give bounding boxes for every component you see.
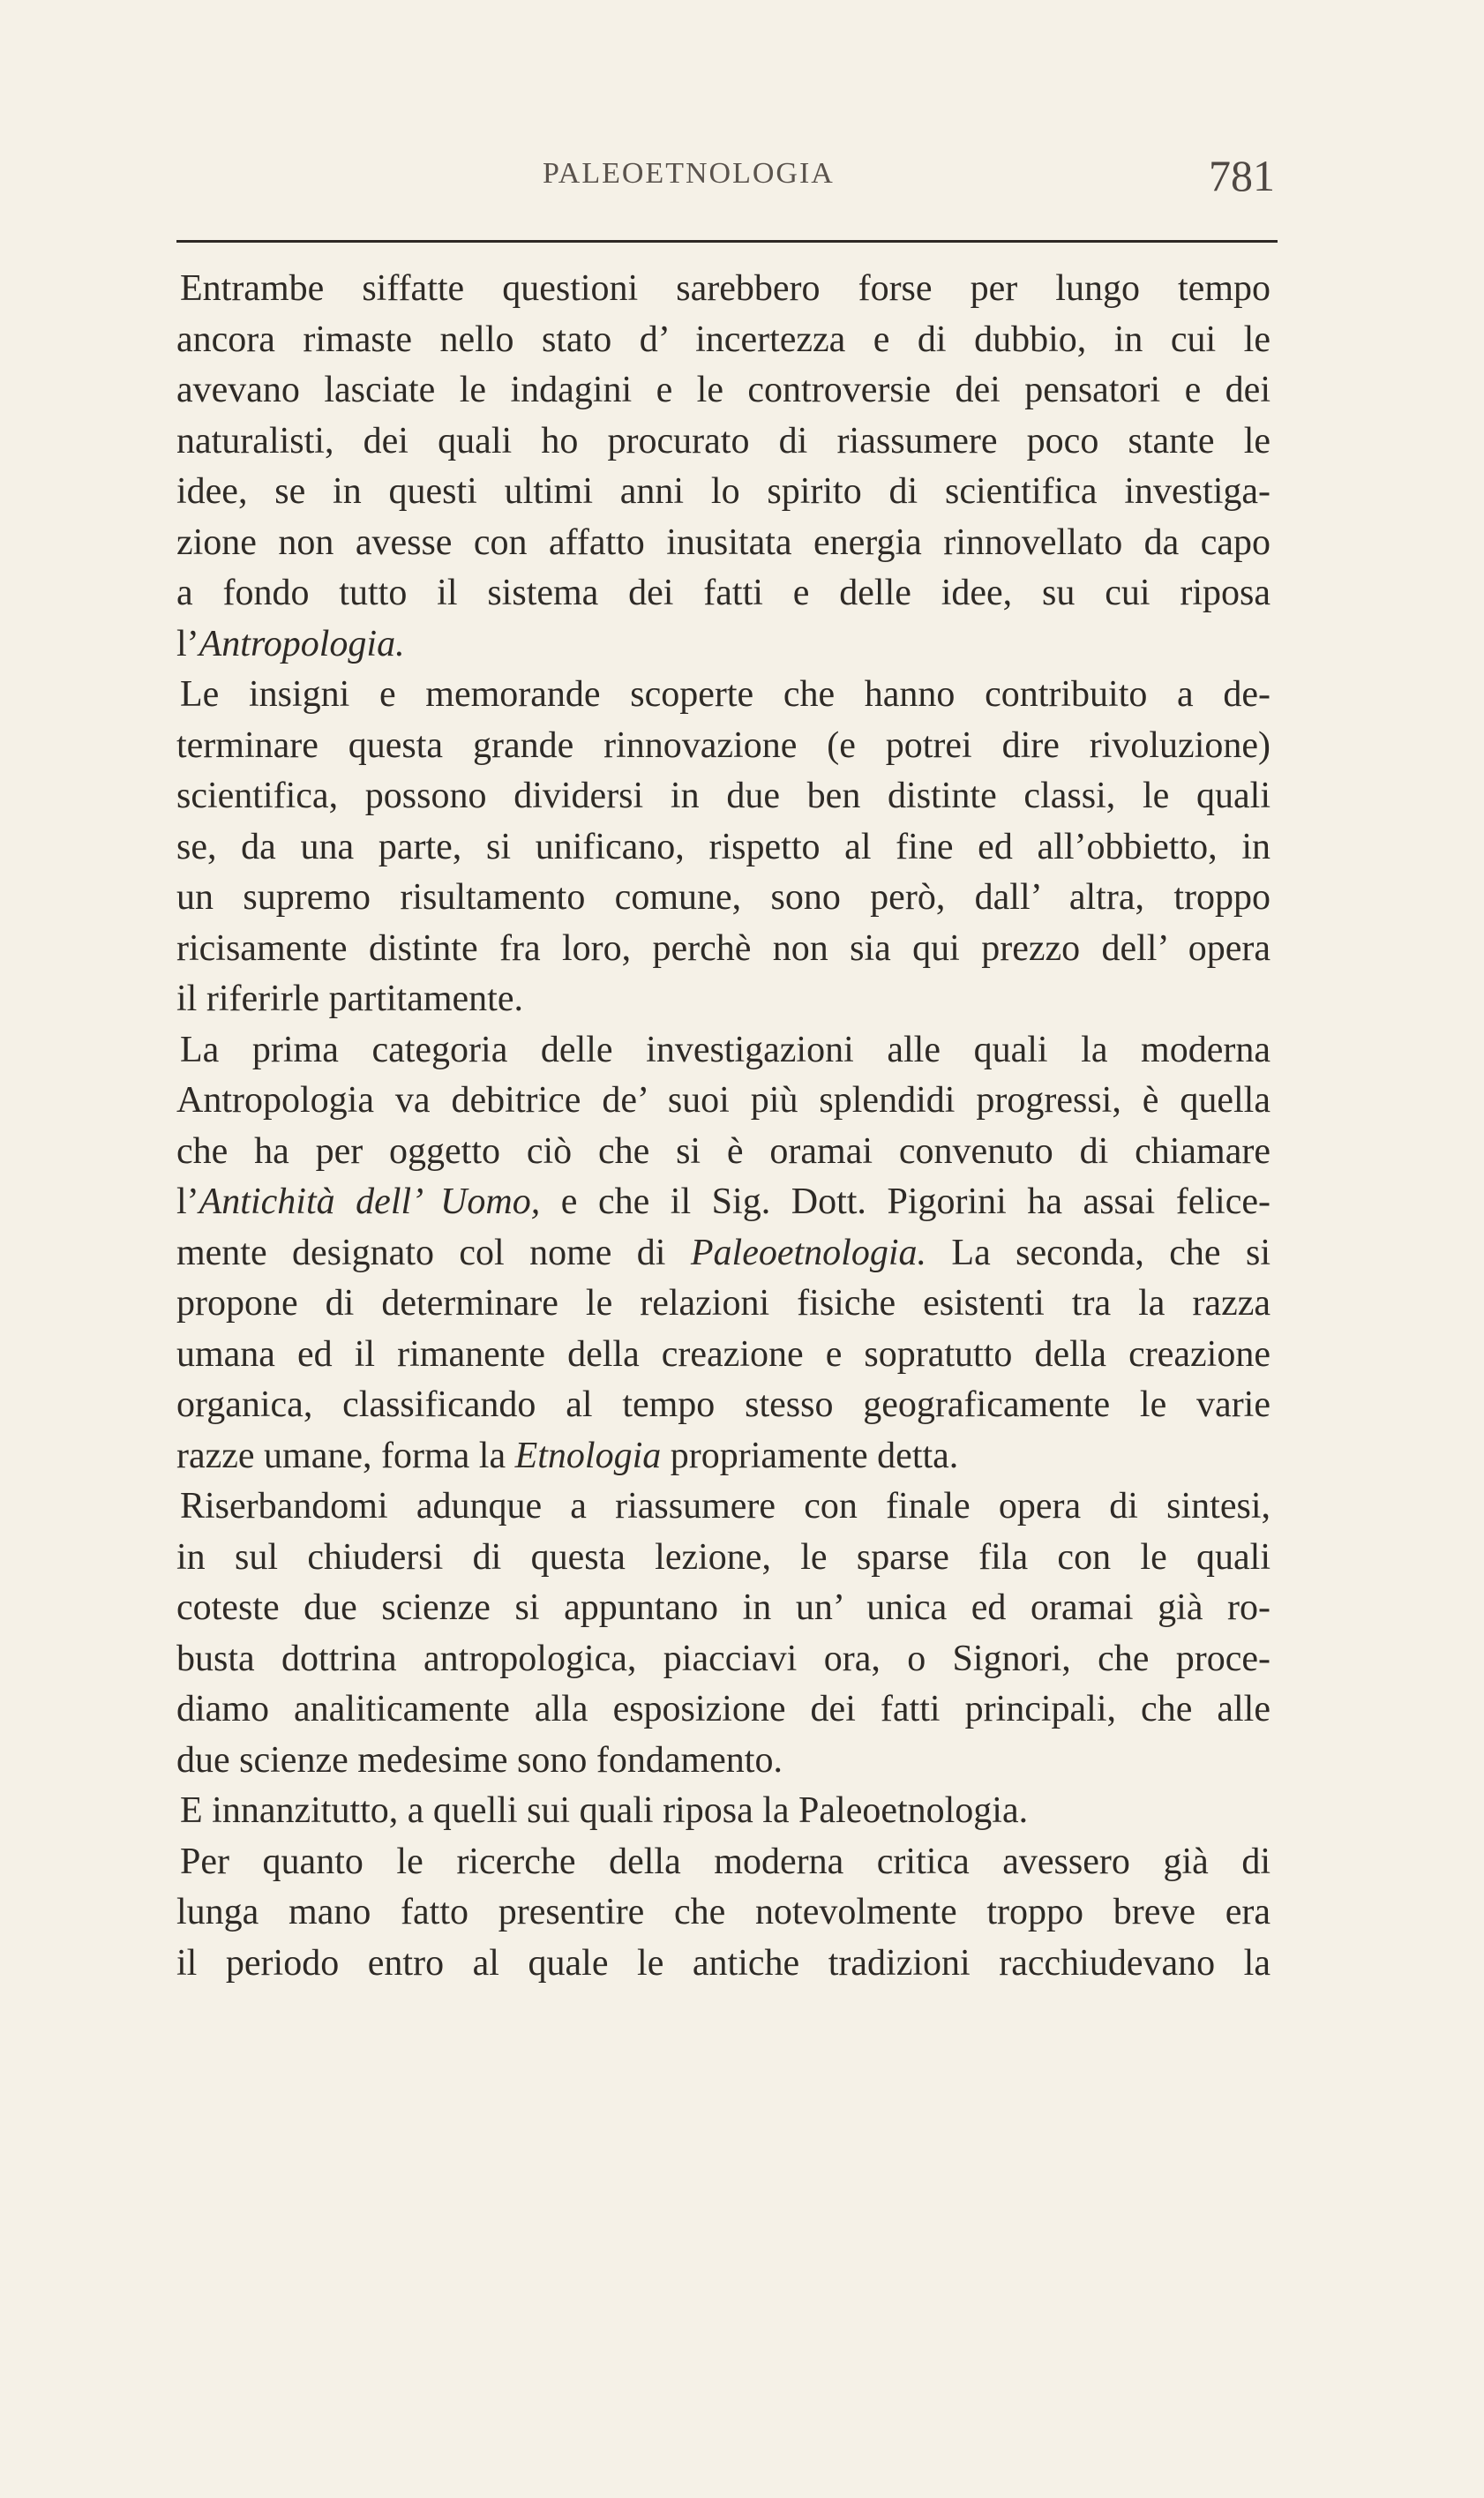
text-segment: La prima categoria delle investigazioni alle quali la moderna [180, 1029, 1270, 1070]
text-segment: terminare questa grande rinnovazione (e potrei dire rivoluzione) [176, 724, 1270, 766]
text-segment: propone di determinare le relazioni fisiche esistenti tra la razza [176, 1283, 1270, 1324]
text-segment: umana ed il rimanente della creazione e sopratutto della creazione [176, 1333, 1270, 1375]
text-segment: mente designato col nome di [176, 1232, 691, 1273]
text-segment: il riferirle partitamente. [176, 979, 523, 1019]
text-segment: il periodo entro al quale le antiche tradizioni racchiudevano la [176, 1942, 1270, 1984]
text-line [176, 1228, 1270, 1279]
text-segment: lunga mano fatto presentire che notevolmente troppo breve era [176, 1892, 1270, 1932]
text-segment: Entrambe siffatte questioni sarebbero forse per lungo tempo [180, 268, 1270, 309]
italic-text-segment: Paleoetnologia. [690, 1232, 927, 1273]
text-line [176, 1684, 1270, 1736]
header-rule [176, 240, 1278, 243]
text-segment: diamo analiticamente alla esposizione dei fatti principali, che alle [176, 1689, 1270, 1729]
text-segment: razze umane, forma la [176, 1435, 515, 1476]
text-line [176, 1583, 1270, 1634]
text-segment: Per quanto le ricerche della moderna critica avessero già di [180, 1841, 1270, 1882]
page-header [176, 151, 1275, 219]
text-line [176, 467, 1270, 518]
text-line [176, 1887, 1270, 1939]
text-segment: e che il Sig. Dott. Pigorini ha assai felice- [540, 1181, 1270, 1222]
text-line [176, 1330, 1270, 1381]
page-number: 781 [1209, 151, 1275, 200]
text-segment: E innanzitutto, a quelli sui quali riposa la Paleoetnologia. [180, 1790, 1029, 1831]
text-segment: Le insigni e memorande scoperte che hanno contribuito a de- [180, 674, 1270, 715]
text-segment: naturalisti, dei quali ho procurato di riassumere poco stante le [176, 420, 1270, 461]
text-line [176, 924, 1270, 975]
italic-text-segment: Etnologia [514, 1435, 662, 1476]
text-line [176, 670, 1270, 721]
text-segment: ancora rimaste nello stato d’ incertezza e di dubbio, in cui le [176, 319, 1270, 360]
text-line [176, 1786, 1270, 1837]
text-segment: ricisamente distinte fra loro, perchè non sia qui prezzo dell’ opera [176, 927, 1270, 969]
running-head: PALEOETNOLOGIA [543, 157, 835, 190]
text-segment: a fondo tutto il sistema dei fatti e delle idee, su cui riposa [176, 573, 1270, 613]
text-segment: l’ [176, 623, 199, 664]
text-segment: Riserbandomi adunque a riassumere con finale opera di sintesi, [180, 1486, 1270, 1527]
italic-text-segment: Antichità dell’ Uomo, [199, 1181, 541, 1222]
text-segment: se, da una parte, si unificano, rispetto al fine ed all’obbietto, in [176, 826, 1270, 867]
text-line [176, 1533, 1270, 1584]
text-segment: organica, classificando al tempo stesso geograficamente le varie [176, 1384, 1270, 1425]
text-line [176, 1076, 1270, 1127]
text-line [176, 1025, 1270, 1076]
text-segment: Antropologia va debitrice de’ suoi più splendidi progressi, è quella [176, 1080, 1270, 1121]
text-line [176, 1127, 1270, 1178]
text-segment: idee, se in questi ultimi anni lo spirito di scientifica investiga- [176, 471, 1270, 512]
text-line [176, 1177, 1270, 1228]
text-segment: un supremo risultamento comune, sono però, dall’ altra, troppo [176, 877, 1270, 918]
text-line [176, 771, 1270, 822]
text-segment: l’ [176, 1181, 199, 1222]
text-line [176, 721, 1270, 772]
text-segment: La seconda, che si [926, 1232, 1270, 1273]
text-line [176, 315, 1270, 366]
text-segment: due scienze medesime sono fondamento. [176, 1739, 783, 1781]
text-line [176, 974, 1270, 1025]
text-line [176, 1939, 1270, 1990]
text-segment: zione non avesse con affatto inusitata energia rinnovellato da capo [176, 521, 1270, 563]
text-segment: propriamente detta. [661, 1435, 959, 1476]
text-line [176, 416, 1270, 468]
text-line [176, 873, 1270, 924]
text-line [176, 822, 1270, 874]
text-line [176, 264, 1270, 315]
text-segment: avevano lasciate le indagini e le controversie dei pensatori e dei [176, 370, 1270, 410]
italic-text-segment: Antropologia. [199, 623, 405, 664]
text-line [176, 1736, 1270, 1787]
text-line [176, 518, 1270, 569]
main-text [176, 264, 1270, 1989]
text-segment: che ha per oggetto ciò che si è oramai convenuto di chiamare [176, 1130, 1270, 1172]
text-line [176, 568, 1270, 619]
text-line [176, 619, 1270, 671]
text-line [176, 1279, 1270, 1330]
text-segment: busta dottrina antropologica, piacciavi ora, o Signori, che proce- [176, 1638, 1270, 1679]
text-line [176, 1431, 1270, 1482]
text-line [176, 1837, 1270, 1888]
text-line [176, 365, 1270, 416]
text-segment: in sul chiudersi di questa lezione, le sparse fila con le quali [176, 1536, 1270, 1578]
text-segment: scientifica, possono dividersi in due ben distinte classi, le quali [176, 776, 1270, 816]
text-segment: coteste due scienze si appuntano in un’ unica ed oramai già ro- [176, 1587, 1270, 1628]
text-line [176, 1482, 1270, 1533]
text-line [176, 1380, 1270, 1431]
text-line [176, 1634, 1270, 1685]
